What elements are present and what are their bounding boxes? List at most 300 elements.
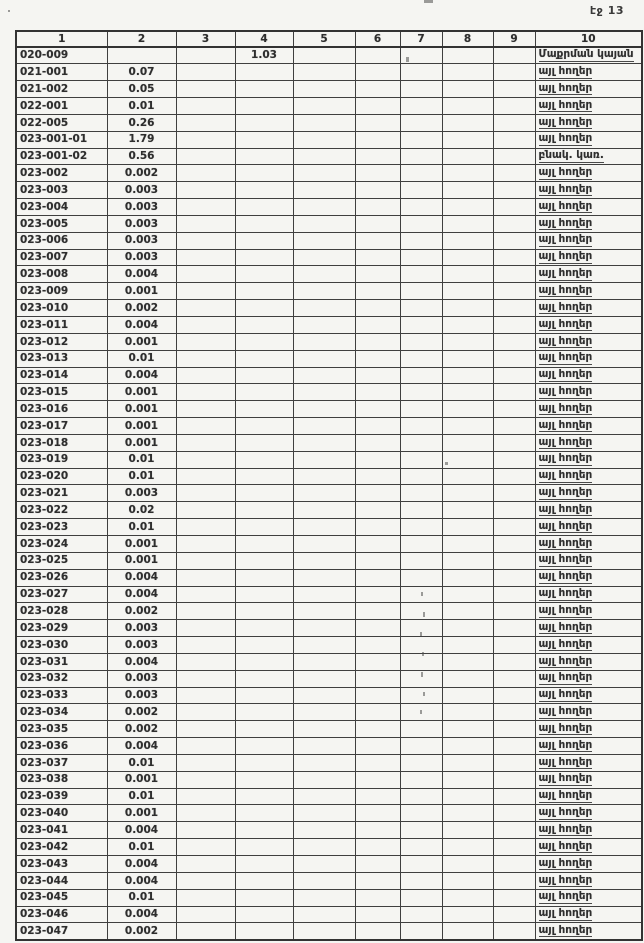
land-type-cell (535, 131, 642, 148)
empty-cell (355, 603, 400, 620)
scan-speck (424, 0, 433, 3)
empty-cell (400, 47, 442, 64)
parcel-code-cell: 023-001-02 (16, 148, 107, 165)
land-type-label: այլ հողեր (538, 334, 593, 347)
empty-cell (293, 451, 355, 468)
area-value-cell: 0.001 (107, 552, 176, 569)
parcel-code-cell: 021-001 (16, 64, 107, 81)
empty-cell (493, 266, 535, 283)
empty-cell (442, 653, 493, 670)
table-row (16, 653, 642, 670)
empty-cell (176, 283, 235, 300)
empty-cell (400, 64, 442, 81)
column-header-2: 2 (107, 31, 176, 47)
area-value-cell (235, 738, 293, 755)
land-type-cell (535, 300, 642, 317)
empty-cell (293, 687, 355, 704)
empty-cell (400, 148, 442, 165)
empty-cell (355, 165, 400, 182)
area-value-cell: 0.004 (107, 367, 176, 384)
area-value-cell: 0.001 (107, 401, 176, 418)
empty-cell (355, 502, 400, 519)
empty-cell (493, 670, 535, 687)
land-type-cell (535, 906, 642, 923)
empty-cell (293, 199, 355, 216)
empty-cell (293, 47, 355, 64)
empty-cell (442, 923, 493, 940)
empty-cell (400, 771, 442, 788)
parcel-code-cell: 023-040 (16, 805, 107, 822)
empty-cell (355, 569, 400, 586)
empty-cell (442, 637, 493, 654)
area-value-cell: 0.004 (107, 266, 176, 283)
empty-cell (400, 451, 442, 468)
area-value-cell: 0.07 (107, 64, 176, 81)
table-row (16, 856, 642, 873)
empty-cell (493, 350, 535, 367)
area-value-cell (235, 788, 293, 805)
empty-cell (400, 333, 442, 350)
empty-cell (293, 333, 355, 350)
empty-cell (355, 839, 400, 856)
empty-cell (176, 249, 235, 266)
empty-cell (176, 889, 235, 906)
column-header-5: 5 (293, 31, 355, 47)
table-row (16, 771, 642, 788)
empty-cell (442, 300, 493, 317)
empty-cell (493, 317, 535, 334)
land-type-cell (535, 670, 642, 687)
table-row (16, 266, 642, 283)
empty-cell (176, 131, 235, 148)
parcel-code-cell: 023-025 (16, 552, 107, 569)
parcel-code-cell: 023-006 (16, 232, 107, 249)
empty-cell (176, 182, 235, 199)
empty-cell (400, 906, 442, 923)
empty-cell (442, 721, 493, 738)
empty-cell (400, 519, 442, 536)
empty-cell (400, 754, 442, 771)
land-type-label: այլ հողեր (538, 166, 593, 179)
land-type-cell (535, 232, 642, 249)
empty-cell (442, 704, 493, 721)
area-value-cell: 0.002 (107, 721, 176, 738)
parcel-code-cell: 023-018 (16, 434, 107, 451)
area-value-cell (235, 418, 293, 435)
empty-cell (176, 620, 235, 637)
empty-cell (493, 620, 535, 637)
area-value-cell (235, 603, 293, 620)
empty-cell (176, 401, 235, 418)
area-value-cell: 0.003 (107, 215, 176, 232)
empty-cell (400, 232, 442, 249)
empty-cell (293, 485, 355, 502)
table-row (16, 502, 642, 519)
area-value-cell (235, 81, 293, 98)
empty-cell (493, 704, 535, 721)
empty-cell (176, 839, 235, 856)
empty-cell (176, 738, 235, 755)
empty-cell (400, 856, 442, 873)
empty-cell (493, 367, 535, 384)
empty-cell (293, 670, 355, 687)
table-row (16, 249, 642, 266)
empty-cell (400, 434, 442, 451)
empty-cell (293, 923, 355, 940)
area-value-cell: 0.004 (107, 569, 176, 586)
empty-cell (355, 721, 400, 738)
empty-cell (442, 822, 493, 839)
table-row (16, 738, 642, 755)
parcel-code-cell: 023-037 (16, 754, 107, 771)
land-type-cell (535, 199, 642, 216)
table-row (16, 300, 642, 317)
empty-cell (442, 451, 493, 468)
area-value-cell: 0.002 (107, 704, 176, 721)
parcel-code-cell: 023-014 (16, 367, 107, 384)
area-value-cell: 1.79 (107, 131, 176, 148)
area-value-cell: 0.001 (107, 418, 176, 435)
parcel-code-cell: 023-047 (16, 923, 107, 940)
empty-cell (176, 350, 235, 367)
empty-cell (493, 535, 535, 552)
empty-cell (442, 603, 493, 620)
empty-cell (293, 754, 355, 771)
empty-cell (293, 317, 355, 334)
empty-cell (176, 552, 235, 569)
parcel-code-cell: 023-029 (16, 620, 107, 637)
empty-cell (355, 535, 400, 552)
area-value-cell: 0.004 (107, 906, 176, 923)
empty-cell (400, 485, 442, 502)
empty-cell (400, 535, 442, 552)
parcel-code-cell: 023-046 (16, 906, 107, 923)
empty-cell (355, 670, 400, 687)
area-value-cell: 0.002 (107, 923, 176, 940)
empty-cell (493, 519, 535, 536)
column-header-10: 10 (535, 31, 642, 47)
empty-cell (442, 805, 493, 822)
parcel-code-cell: 023-011 (16, 317, 107, 334)
land-type-label: այլ հողեր (538, 98, 593, 111)
table-row (16, 333, 642, 350)
parcel-code-cell: 023-026 (16, 569, 107, 586)
empty-cell (442, 839, 493, 856)
empty-cell (442, 317, 493, 334)
empty-cell (400, 502, 442, 519)
empty-cell (400, 839, 442, 856)
area-value-cell: 0.01 (107, 451, 176, 468)
empty-cell (176, 569, 235, 586)
land-type-cell (535, 333, 642, 350)
empty-cell (493, 81, 535, 98)
empty-cell (493, 485, 535, 502)
empty-cell (442, 519, 493, 536)
land-type-cell (535, 856, 642, 873)
area-value-cell (235, 754, 293, 771)
empty-cell (400, 603, 442, 620)
empty-cell (493, 738, 535, 755)
empty-cell (176, 333, 235, 350)
empty-cell (442, 535, 493, 552)
area-value-cell: 0.001 (107, 333, 176, 350)
empty-cell (355, 350, 400, 367)
empty-cell (293, 401, 355, 418)
area-value-cell (235, 872, 293, 889)
land-type-cell (535, 788, 642, 805)
area-value-cell: 0.004 (107, 856, 176, 873)
table-row (16, 451, 642, 468)
empty-cell (355, 653, 400, 670)
land-type-label: այլ հողեր (538, 637, 593, 650)
empty-cell (400, 249, 442, 266)
land-type-label: այլ հողեր (538, 553, 593, 566)
land-type-cell (535, 704, 642, 721)
empty-cell (176, 754, 235, 771)
table-row (16, 485, 642, 502)
empty-cell (293, 165, 355, 182)
empty-cell (293, 889, 355, 906)
land-type-label: այլ հողեր (538, 250, 593, 263)
empty-cell (493, 552, 535, 569)
parcel-code-cell: 023-039 (16, 788, 107, 805)
land-type-cell (535, 586, 642, 603)
empty-cell (493, 283, 535, 300)
parcel-code-cell: 023-036 (16, 738, 107, 755)
area-value-cell: 0.004 (107, 822, 176, 839)
table-row (16, 788, 642, 805)
area-value-cell (235, 317, 293, 334)
empty-cell (293, 98, 355, 115)
empty-cell (293, 721, 355, 738)
empty-cell (355, 333, 400, 350)
empty-cell (493, 502, 535, 519)
empty-cell (493, 754, 535, 771)
area-value-cell (235, 670, 293, 687)
empty-cell (493, 165, 535, 182)
table-row (16, 805, 642, 822)
empty-cell (355, 47, 400, 64)
empty-cell (355, 889, 400, 906)
empty-cell (442, 569, 493, 586)
table-row (16, 148, 642, 165)
empty-cell (355, 552, 400, 569)
empty-cell (176, 114, 235, 131)
empty-cell (442, 586, 493, 603)
area-value-cell (235, 367, 293, 384)
empty-cell (355, 114, 400, 131)
land-type-label: այլ հողեր (538, 890, 593, 903)
area-value-cell (235, 266, 293, 283)
land-type-cell (535, 367, 642, 384)
parcel-code-cell: 023-003 (16, 182, 107, 199)
empty-cell (176, 300, 235, 317)
empty-cell (493, 906, 535, 923)
empty-cell (355, 64, 400, 81)
land-type-cell (535, 165, 642, 182)
page-number-label: էջ 13 (589, 4, 624, 17)
empty-cell (400, 283, 442, 300)
land-type-label: այլ հողեր (538, 300, 593, 313)
area-value-cell (235, 215, 293, 232)
area-value-cell (235, 350, 293, 367)
empty-cell (493, 215, 535, 232)
land-type-cell (535, 451, 642, 468)
empty-cell (400, 165, 442, 182)
empty-cell (176, 384, 235, 401)
area-value-cell: 0.01 (107, 788, 176, 805)
land-type-cell (535, 519, 642, 536)
empty-cell (442, 148, 493, 165)
land-type-label: այլ հողեր (538, 267, 593, 280)
parcel-code-cell: 023-022 (16, 502, 107, 519)
empty-cell (293, 114, 355, 131)
land-type-cell (535, 283, 642, 300)
empty-cell (400, 822, 442, 839)
empty-cell (176, 771, 235, 788)
empty-cell (293, 603, 355, 620)
land-type-cell (535, 805, 642, 822)
empty-cell (442, 771, 493, 788)
land-type-label: այլ հողեր (538, 789, 593, 802)
empty-cell (400, 805, 442, 822)
area-value-cell: 0.001 (107, 434, 176, 451)
table-row (16, 687, 642, 704)
empty-cell (355, 367, 400, 384)
empty-cell (355, 519, 400, 536)
table-row (16, 906, 642, 923)
empty-cell (355, 418, 400, 435)
empty-cell (293, 468, 355, 485)
empty-cell (400, 266, 442, 283)
land-type-label: այլ հողեր (538, 283, 593, 296)
parcel-code-cell: 023-033 (16, 687, 107, 704)
parcel-code-cell: 023-004 (16, 199, 107, 216)
empty-cell (176, 788, 235, 805)
land-type-label: այլ հողեր (538, 216, 593, 229)
land-type-cell (535, 872, 642, 889)
empty-cell (400, 367, 442, 384)
empty-cell (355, 98, 400, 115)
empty-cell (442, 687, 493, 704)
area-value-cell (235, 805, 293, 822)
land-type-label: այլ հողեր (538, 536, 593, 549)
land-type-label: այլ հողեր (538, 738, 593, 751)
empty-cell (493, 653, 535, 670)
column-header-7: 7 (400, 31, 442, 47)
empty-cell (493, 434, 535, 451)
area-value-cell: 0.003 (107, 637, 176, 654)
empty-cell (176, 519, 235, 536)
land-type-label: այլ հողեր (538, 570, 593, 583)
table-row (16, 98, 642, 115)
empty-cell (176, 603, 235, 620)
area-value-cell (235, 586, 293, 603)
empty-cell (355, 771, 400, 788)
area-value-cell: 0.002 (107, 603, 176, 620)
parcel-code-cell: 023-042 (16, 839, 107, 856)
empty-cell (493, 148, 535, 165)
area-value-cell (235, 856, 293, 873)
land-type-label: այլ հողեր (538, 519, 593, 532)
area-value-cell: 0.003 (107, 687, 176, 704)
empty-cell (293, 81, 355, 98)
table-row (16, 468, 642, 485)
empty-cell (400, 418, 442, 435)
area-value-cell (235, 721, 293, 738)
empty-cell (442, 788, 493, 805)
area-value-cell (235, 687, 293, 704)
area-value-cell: 0.001 (107, 771, 176, 788)
area-value-cell: 0.003 (107, 620, 176, 637)
area-value-cell: 0.003 (107, 182, 176, 199)
parcel-code-cell: 023-017 (16, 418, 107, 435)
empty-cell (493, 603, 535, 620)
table-row (16, 114, 642, 131)
table-row (16, 721, 642, 738)
land-type-label: այլ հողեր (538, 418, 593, 431)
empty-cell (442, 906, 493, 923)
area-value-cell: 0.01 (107, 350, 176, 367)
area-value-cell (235, 889, 293, 906)
empty-cell (176, 451, 235, 468)
empty-cell (355, 687, 400, 704)
empty-cell (176, 906, 235, 923)
parcel-code-cell: 023-032 (16, 670, 107, 687)
empty-cell (176, 266, 235, 283)
empty-cell (442, 872, 493, 889)
empty-cell (293, 788, 355, 805)
empty-cell (293, 637, 355, 654)
parcel-code-cell: 023-030 (16, 637, 107, 654)
empty-cell (400, 653, 442, 670)
area-value-cell (235, 64, 293, 81)
table-row (16, 889, 642, 906)
area-value-cell (235, 199, 293, 216)
area-value-cell (235, 131, 293, 148)
land-type-label: այլ հողեր (538, 671, 593, 684)
table-row (16, 64, 642, 81)
area-value-cell (235, 114, 293, 131)
empty-cell (493, 923, 535, 940)
area-value-cell: 0.01 (107, 98, 176, 115)
area-value-cell (235, 552, 293, 569)
land-type-label: այլ հողեր (538, 317, 593, 330)
land-type-cell (535, 738, 642, 755)
empty-cell (293, 300, 355, 317)
area-value-cell: 0.004 (107, 653, 176, 670)
empty-cell (355, 148, 400, 165)
area-value-cell: 0.003 (107, 232, 176, 249)
area-value-cell: 0.004 (107, 738, 176, 755)
empty-cell (355, 300, 400, 317)
parcel-code-cell: 023-002 (16, 165, 107, 182)
empty-cell (442, 468, 493, 485)
empty-cell (355, 822, 400, 839)
land-type-cell (535, 182, 642, 199)
empty-cell (493, 451, 535, 468)
area-value-cell (235, 519, 293, 536)
parcel-code-cell: 022-005 (16, 114, 107, 131)
land-type-label: այլ հողեր (538, 721, 593, 734)
table-row (16, 552, 642, 569)
empty-cell (442, 738, 493, 755)
land-type-label: այլ հողեր (538, 132, 593, 145)
land-type-label: այլ հողեր (538, 65, 593, 78)
parcel-code-cell: 023-013 (16, 350, 107, 367)
land-type-label: այլ հողեր (538, 705, 593, 718)
area-value-cell: 0.002 (107, 300, 176, 317)
